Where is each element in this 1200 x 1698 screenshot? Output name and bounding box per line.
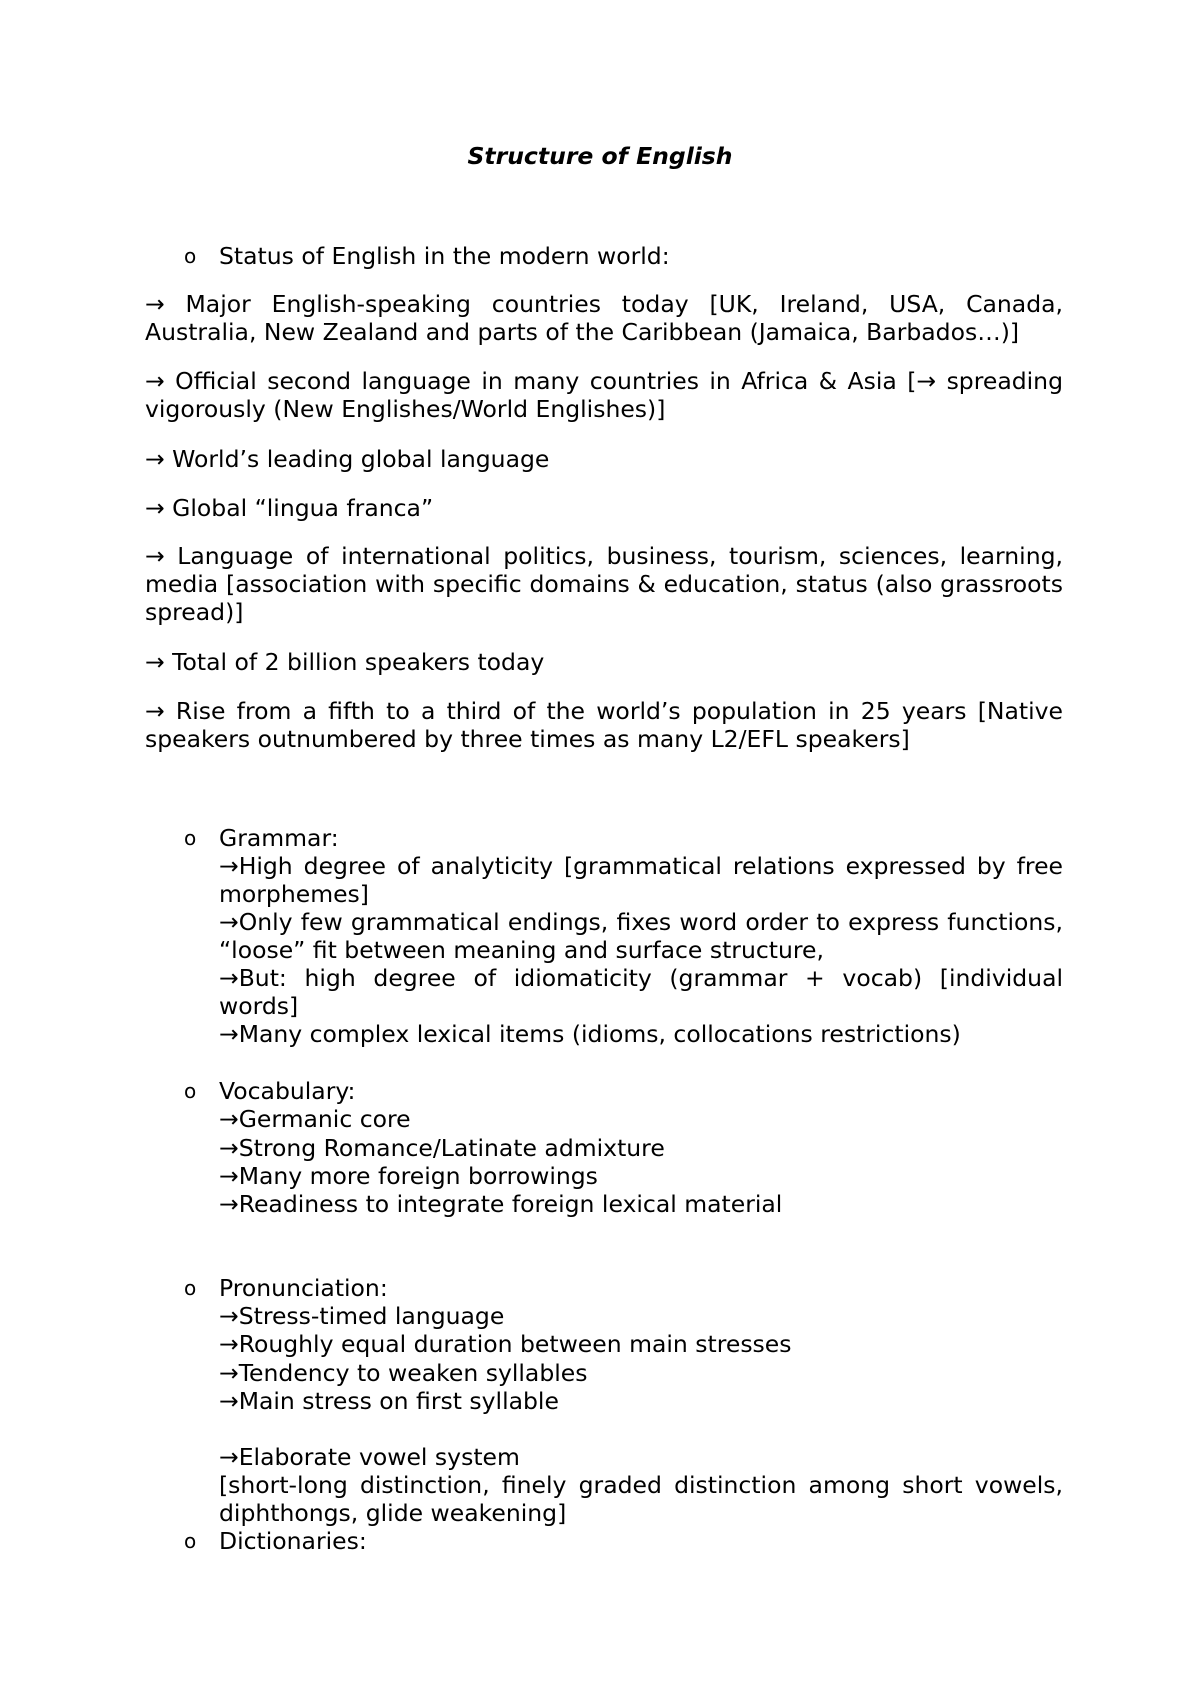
pronunciation-note: [short-long distinction, finely graded distinction among short vowels, diphthongs, glide weakening] <box>219 1471 1063 1527</box>
status-point: → Major English-speaking countries today [UK, Ireland, USA, Canada, Australia, New Zealand and parts of the Caribbean (Jamaica, Barbados…)] <box>145 290 1063 346</box>
pronunciation-heading-text: Pronunciation: <box>219 1274 388 1302</box>
grammar-point: →Many complex lexical items (idioms, collocations restrictions) <box>219 1020 961 1048</box>
pronunciation-point: →Main stress on first syllable <box>219 1387 559 1415</box>
bullet-icon: o <box>184 826 197 850</box>
vocabulary-heading-text: Vocabulary: <box>219 1077 356 1105</box>
pronunciation-point: →Roughly equal duration between main stresses <box>219 1330 792 1358</box>
pronunciation-point: →Tendency to weaken syllables <box>219 1359 588 1387</box>
document-title: Structure of English <box>467 142 733 170</box>
grammar-point: →High degree of analyticity [grammatical relations expressed by free morphemes] <box>219 852 1063 908</box>
grammar-point: →But: high degree of idiomaticity (grammar + vocab) [individual words] <box>219 964 1063 1020</box>
status-point: → Language of international politics, business, tourism, sciences, learning, media [association with specific domains & education, status (also grassroots spread)] <box>145 542 1063 626</box>
bullet-icon: o <box>184 244 197 268</box>
grammar-point: →Only few grammatical endings, fixes word order to express functions, “loose” fit between meaning and surface structure, <box>219 908 1063 964</box>
pronunciation-point: →Stress-timed language <box>219 1302 505 1330</box>
bullet-icon: o <box>184 1276 197 1300</box>
status-point: → Rise from a fifth to a third of the world’s population in 25 years [Native speakers outnumbered by three times as many L2/EFL speakers] <box>145 697 1063 753</box>
vocabulary-point: →Many more foreign borrowings <box>219 1162 598 1190</box>
status-point: → Total of 2 billion speakers today <box>145 648 545 676</box>
dictionaries-heading-text: Dictionaries: <box>219 1527 367 1555</box>
status-heading-text: Status of English in the modern world: <box>219 242 670 270</box>
status-point: → Global “lingua franca” <box>145 494 434 522</box>
bullet-icon: o <box>184 1529 197 1553</box>
vocabulary-point: →Strong Romance/Latinate admixture <box>219 1134 665 1162</box>
bullet-icon: o <box>184 1079 197 1103</box>
status-point: → World’s leading global language <box>145 445 550 473</box>
pronunciation-point: →Elaborate vowel system <box>219 1443 520 1471</box>
vocabulary-point: →Germanic core <box>219 1105 411 1133</box>
vocabulary-point: →Readiness to integrate foreign lexical material <box>219 1190 783 1218</box>
status-point: → Official second language in many countries in Africa & Asia [→ spreading vigorously (New Englishes/World Englishes)] <box>145 367 1063 423</box>
grammar-heading-text: Grammar: <box>219 824 339 852</box>
